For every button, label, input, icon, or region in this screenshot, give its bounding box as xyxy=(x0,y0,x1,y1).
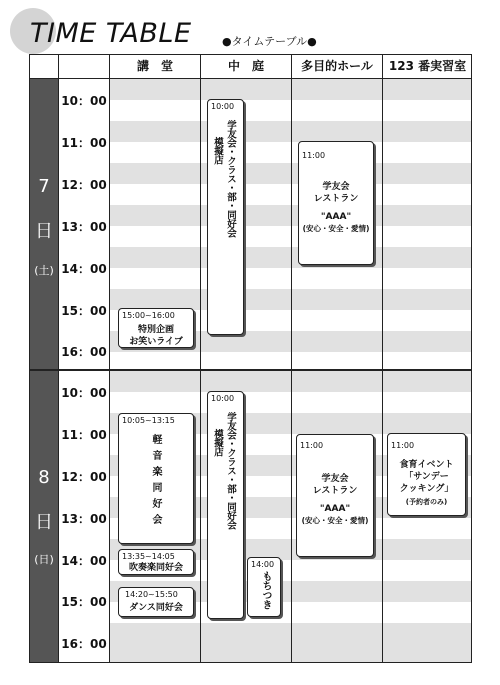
time-label: 16：00 xyxy=(61,345,107,359)
column-header-room123: 123 番実習室 xyxy=(382,55,472,78)
event-card xyxy=(207,99,244,335)
event-note: (予約者のみ) xyxy=(405,498,448,506)
time-label: 16：00 xyxy=(61,637,107,651)
day-number: 7 xyxy=(38,176,50,197)
event-title: 特別企画 xyxy=(137,325,174,335)
event-time: 14:20~15:50 xyxy=(125,590,178,599)
column-header-hall: 多目的ホール xyxy=(291,55,382,78)
event-card xyxy=(296,434,374,557)
event-time: 11:00 xyxy=(300,441,324,450)
event-title: お笑いライブ xyxy=(129,337,183,347)
event-card xyxy=(298,141,374,265)
event-title: 学友会 xyxy=(322,182,350,192)
event-card xyxy=(207,391,244,619)
timetable xyxy=(29,54,472,663)
event-time: 11:00 xyxy=(302,151,326,160)
time-label: 15：00 xyxy=(61,304,107,318)
row-band xyxy=(109,623,471,644)
timetable-header xyxy=(30,55,471,79)
grid-line xyxy=(109,55,110,662)
row-band xyxy=(109,163,471,184)
event-note: (安心・安全・愛情) xyxy=(302,224,370,233)
event-title: 「サンデー xyxy=(404,472,449,482)
time-label: 13：00 xyxy=(61,512,107,526)
event-card xyxy=(118,587,194,617)
event-time: 10:00 xyxy=(211,102,235,111)
event-title: 軽音楽同好会 xyxy=(150,434,161,530)
column-header-nakaniwa: 中 庭 xyxy=(200,55,291,78)
event-card xyxy=(118,549,194,575)
grid-line xyxy=(200,55,201,662)
time-label: 12：00 xyxy=(61,470,107,484)
time-label: 15：00 xyxy=(61,595,107,609)
event-time: 14:00 xyxy=(251,560,275,569)
event-title: 模擬店 xyxy=(212,137,223,164)
event-time: 13:35~14:05 xyxy=(122,552,175,561)
day-char: 日 xyxy=(35,512,53,533)
time-label: 14：00 xyxy=(61,554,107,568)
time-label: 13：00 xyxy=(61,220,107,234)
time-label: 10：00 xyxy=(61,386,107,400)
event-time: 15:00~16:00 xyxy=(122,311,175,320)
event-title: 学友会・クラス・部・同好会 xyxy=(225,120,236,237)
event-card xyxy=(387,433,466,516)
event-title: 食育イベント xyxy=(399,460,454,470)
event-title: 学友会 xyxy=(321,474,349,484)
event-card xyxy=(247,557,281,617)
grid-line xyxy=(291,55,292,662)
event-time: 10:05~13:15 xyxy=(122,416,175,425)
page-title: TIME TABLE xyxy=(30,18,192,49)
column-header-kodo: 講 堂 xyxy=(109,55,200,78)
row-band xyxy=(109,371,471,392)
event-title: レストラン xyxy=(313,194,359,204)
time-label: 12：00 xyxy=(61,178,107,192)
row-band xyxy=(109,642,471,662)
day-number: 8 xyxy=(38,467,50,488)
event-time: 10:00 xyxy=(211,394,235,403)
event-title: レストラン xyxy=(312,486,358,496)
day-label-column xyxy=(30,370,58,662)
event-card xyxy=(118,413,194,544)
row-band xyxy=(109,121,471,142)
day-weekday: (日) xyxy=(34,553,54,566)
event-title: "AAA" xyxy=(320,212,352,222)
time-label: 10：00 xyxy=(61,94,107,108)
event-title: 模擬店 xyxy=(212,429,223,456)
row-band xyxy=(109,289,471,310)
event-time: 11:00 xyxy=(391,441,415,450)
event-title: ダンス同好会 xyxy=(129,603,183,613)
day-label-column xyxy=(30,79,58,369)
time-label: 14：00 xyxy=(61,262,107,276)
event-title: 吹奏楽同好会 xyxy=(128,563,183,573)
time-label: 11：00 xyxy=(61,136,107,150)
day-weekday: (土) xyxy=(34,264,54,277)
event-card xyxy=(118,308,194,348)
day-separator xyxy=(30,369,471,371)
event-title: 学友会・クラス・部・同好会 xyxy=(225,412,236,529)
day-char: 日 xyxy=(35,221,53,242)
grid-line xyxy=(382,55,383,662)
row-band xyxy=(109,79,471,100)
row-band xyxy=(109,205,471,226)
page-subtitle: ●タイムテーブル● xyxy=(222,35,317,48)
event-title: "AAA" xyxy=(319,504,351,514)
row-band xyxy=(109,247,471,268)
event-note: (安心・安全・愛情) xyxy=(301,516,369,525)
event-title: クッキング」 xyxy=(399,484,454,494)
time-label: 11：00 xyxy=(61,428,107,442)
grid-line xyxy=(58,55,59,662)
event-title: もちつき xyxy=(260,571,271,609)
